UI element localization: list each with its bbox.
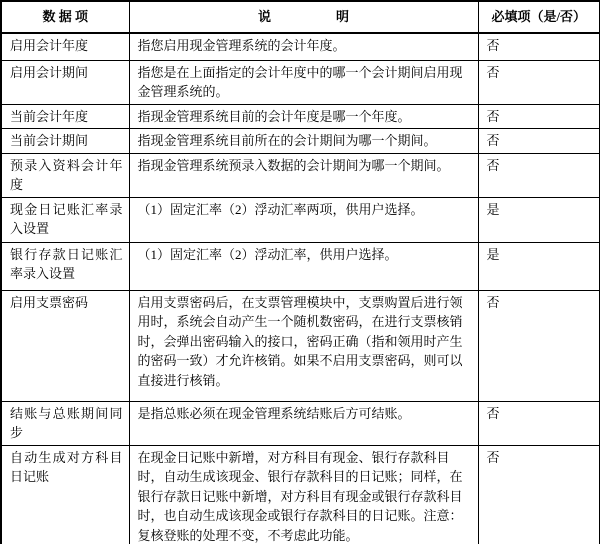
column-header-data-item: 数 据 项 xyxy=(1,1,129,33)
required-cell: 否 xyxy=(478,445,600,544)
data-item-cell: 启用支票密码 xyxy=(1,290,129,401)
data-item-cell: 银行存款日记账汇率录入设置 xyxy=(1,242,129,290)
table-row xyxy=(1,242,600,290)
data-item-cell: 当前会计年度 xyxy=(1,104,129,129)
description-cell: 指现金管理系统预录入数据的会计期间为哪一个期间。 xyxy=(129,153,478,197)
description-cell: 在现金日记账中新增，对方科目有现金、银行存款科目时，自动生成该现金、银行存款科目的日记账；同样，在银行存款日记账中新增，对方科目有现金或银行存款科目时，也自动生成该现金或银行存款科目的日记账。注意：复核登账的处理不变，不考虑此功能。 xyxy=(129,445,478,544)
table-row xyxy=(1,290,600,401)
description-cell: （1）固定汇率（2）浮动汇率，供用户选择。 xyxy=(129,242,478,290)
table-row xyxy=(1,153,600,197)
column-header-description: 说 明 xyxy=(129,1,478,33)
table-row xyxy=(1,197,600,242)
required-cell: 否 xyxy=(478,33,600,60)
table-row xyxy=(1,445,600,544)
required-cell: 否 xyxy=(478,153,600,197)
required-cell: 否 xyxy=(478,104,600,129)
data-item-cell: 当前会计期间 xyxy=(1,129,129,154)
description-cell: 指您启用现金管理系统的会计年度。 xyxy=(129,33,478,60)
description-cell: 指现金管理系统目前的会计年度是哪一个年度。 xyxy=(129,104,478,129)
required-cell: 否 xyxy=(478,290,600,401)
required-cell: 否 xyxy=(478,129,600,154)
required-cell: 是 xyxy=(478,242,600,290)
table-row xyxy=(1,104,600,129)
data-item-cell: 启用会计期间 xyxy=(1,60,129,104)
data-item-cell: 现金日记账汇率录入设置 xyxy=(1,197,129,242)
required-cell: 是 xyxy=(478,197,600,242)
data-item-cell: 启用会计年度 xyxy=(1,33,129,60)
column-header-required: 必填项（是/否） xyxy=(478,1,600,33)
table-row xyxy=(1,129,600,154)
header-row xyxy=(1,1,600,33)
required-cell: 否 xyxy=(478,401,600,445)
data-item-cell: 预录入资料会计年度 xyxy=(1,153,129,197)
data-item-cell: 自动生成对方科目日记账 xyxy=(1,445,129,544)
required-cell: 否 xyxy=(478,60,600,104)
description-cell: 指现金管理系统目前所在的会计期间为哪一个期间。 xyxy=(129,129,478,154)
table-row xyxy=(1,60,600,104)
description-cell: 启用支票密码后，在支票管理模块中，支票购置后进行领用时，系统会自动产生一个随机数密码，在进行支票核销时，会弹出密码输入的接口，密码正确（指和领用时产生的密码一致）才允许核销。如果不启用支票密码，则可以直接进行核销。 xyxy=(129,290,478,401)
description-cell: （1）固定汇率（2）浮动汇率两项，供用户选择。 xyxy=(129,197,478,242)
table-row xyxy=(1,33,600,60)
data-item-cell: 结账与总账期间同步 xyxy=(1,401,129,445)
table-row xyxy=(1,401,600,445)
description-cell: 是指总账必须在现金管理系统结账后方可结账。 xyxy=(129,401,478,445)
description-cell: 指您是在上面指定的会计年度中的哪一个会计期间启用现金管理系统的。 xyxy=(129,60,478,104)
